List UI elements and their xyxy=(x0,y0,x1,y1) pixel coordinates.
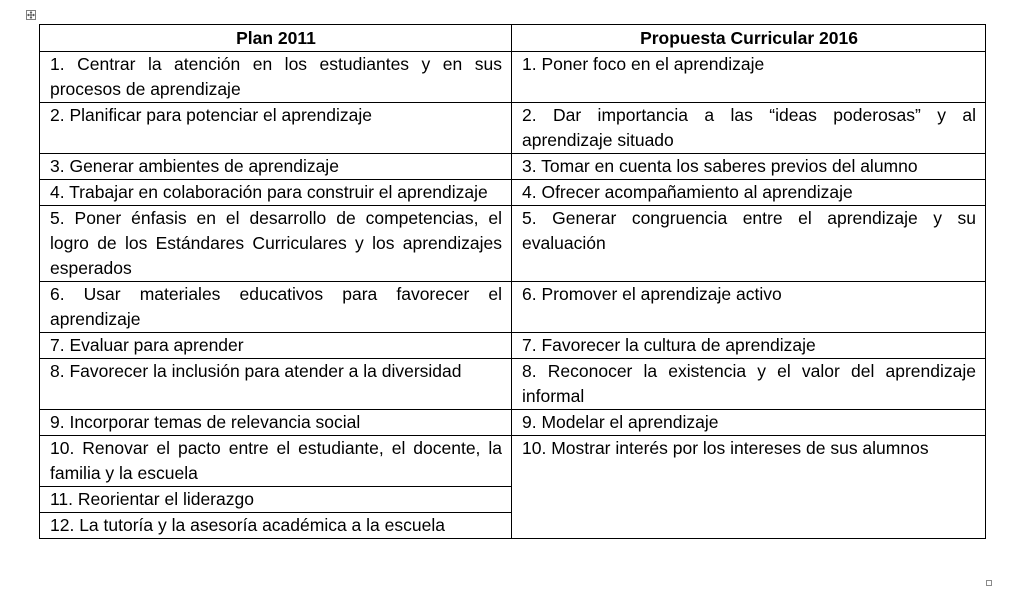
plan-2011-cell: 4. Trabajar en colaboración para construir el aprendizaje xyxy=(40,180,512,206)
table-row xyxy=(40,359,986,410)
table-resize-handle[interactable] xyxy=(986,580,992,586)
plan-2011-cell: 6. Usar materiales educativos para favorecer el aprendizaje xyxy=(40,282,512,333)
propuesta-2016-cell: 9. Modelar el aprendizaje xyxy=(512,410,986,436)
plan-2011-cell: 2. Planificar para potenciar el aprendizaje xyxy=(40,103,512,154)
plan-2011-cell: 3. Generar ambientes de aprendizaje xyxy=(40,154,512,180)
table-row xyxy=(40,52,986,103)
propuesta-2016-cell: 10. Mostrar interés por los intereses de sus alumnos xyxy=(512,436,986,487)
table-header-row xyxy=(40,25,986,52)
plan-2011-cell: 1. Centrar la atención en los estudiantes y en sus procesos de aprendizaje xyxy=(40,52,512,103)
propuesta-2016-cell: 3. Tomar en cuenta los saberes previos del alumno xyxy=(512,154,986,180)
comparison-table xyxy=(39,24,986,539)
plan-2011-cell: 8. Favorecer la inclusión para atender a la diversidad xyxy=(40,359,512,410)
table-row xyxy=(40,206,986,282)
propuesta-2016-cell: 6. Promover el aprendizaje activo xyxy=(512,282,986,333)
propuesta-2016-cell: 7. Favorecer la cultura de aprendizaje xyxy=(512,333,986,359)
table-move-handle-icon[interactable] xyxy=(26,10,36,20)
table-row xyxy=(40,154,986,180)
plan-2011-cell: 12. La tutoría y la asesoría académica a la escuela xyxy=(40,513,512,539)
table-row xyxy=(40,180,986,206)
plan-2011-cell: 9. Incorporar temas de relevancia social xyxy=(40,410,512,436)
table-row xyxy=(40,487,986,513)
propuesta-2016-cell: 4. Ofrecer acompañamiento al aprendizaje xyxy=(512,180,986,206)
table-row xyxy=(40,410,986,436)
table-row xyxy=(40,282,986,333)
plan-2011-cell: 11. Reorientar el liderazgo xyxy=(40,487,512,513)
propuesta-2016-cell: 2. Dar importancia a las “ideas poderosas” y al aprendizaje situado xyxy=(512,103,986,154)
plan-2011-cell: 10. Renovar el pacto entre el estudiante, el docente, la familia y la escuela xyxy=(40,436,512,487)
propuesta-2016-cell: 5. Generar congruencia entre el aprendizaje y su evaluación xyxy=(512,206,986,282)
propuesta-2016-cell: 1. Poner foco en el aprendizaje xyxy=(512,52,986,103)
table-row xyxy=(40,333,986,359)
plan-2011-cell: 7. Evaluar para aprender xyxy=(40,333,512,359)
table-row xyxy=(40,436,986,487)
propuesta-2016-cell: 8. Reconocer la existencia y el valor del aprendizaje informal xyxy=(512,359,986,410)
plan-2011-cell: 5. Poner énfasis en el desarrollo de competencias, el logro de los Estándares Curriculares y los aprendizajes esperados xyxy=(40,206,512,282)
table-row xyxy=(40,103,986,154)
header-propuesta-2016: Propuesta Curricular 2016 xyxy=(512,25,986,52)
header-plan-2011: Plan 2011 xyxy=(40,25,512,52)
propuesta-2016-empty-cell xyxy=(512,487,986,539)
